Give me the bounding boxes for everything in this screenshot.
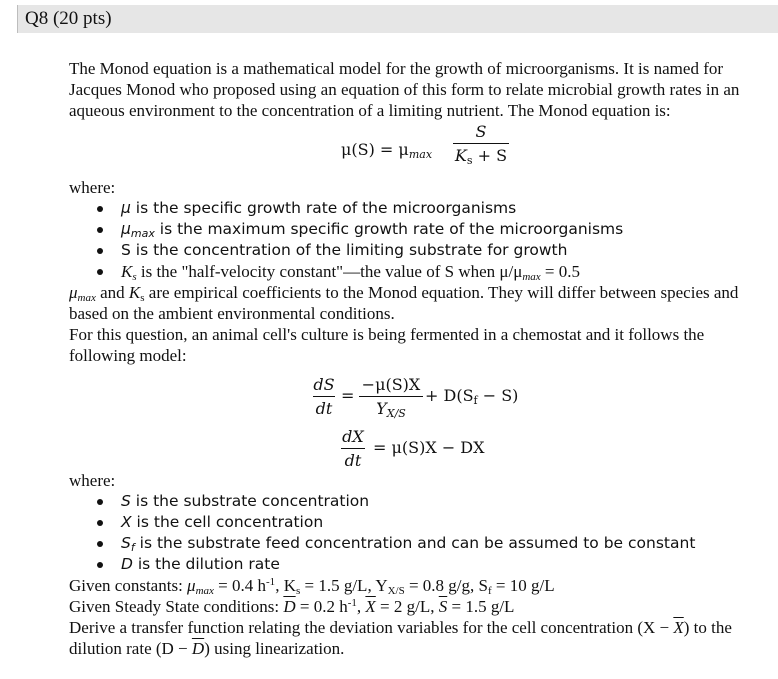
list-item: S is the substrate concentration bbox=[69, 491, 759, 512]
ds-dt-fraction: dS dt bbox=[313, 375, 335, 418]
dx-dt-fraction: dX dt bbox=[342, 427, 364, 470]
given-steady-state: Given Steady State conditions: $\overline{D} = 0.2$ $h^{-1}$, $\overline{X} = 2$ g/L, $\overline{S} = 1.5$ g/L bbox=[69, 597, 515, 616]
list-item: μ is the specific growth rate of the microorganisms bbox=[69, 198, 759, 219]
list-item: D is the dilution rate bbox=[69, 554, 759, 575]
monod-fraction bbox=[453, 121, 509, 166]
monod-equation bbox=[69, 121, 759, 177]
list-item: $K_s$ is the "half-velocity constant"—the value of S when $\mu/\mu_{max} = 0.5$ bbox=[69, 261, 759, 282]
question-body bbox=[69, 58, 759, 659]
monod-lhs: $\mu(S) = \mu_{max}$ bbox=[341, 140, 433, 161]
list-item: X is the cell concentration bbox=[69, 512, 759, 533]
where-label-1: where: bbox=[69, 178, 116, 197]
dilution-term: + $D(S_f - S)$ bbox=[425, 386, 519, 407]
task-statement: Derive a transfer function relating the deviation variables for the cell concentration $(X - \overline{X})$ to the dilution rate $(D - \overline{D})$ using linearization. bbox=[69, 618, 732, 658]
where-label-2: where: bbox=[69, 471, 116, 490]
definition-list-2 bbox=[69, 491, 759, 575]
chemostat-paragraph: For this question, an animal cell's culture is being fermented in a chemostat and it follows the following model: bbox=[69, 325, 705, 365]
equals-sign-1: = bbox=[341, 386, 355, 405]
list-item: $\mu_{max}$ is the maximum specific growth rate of the microorganisms bbox=[69, 219, 759, 240]
list-item: S is the concentration of the limiting substrate for growth bbox=[69, 240, 759, 261]
growth-yield-fraction: −μ(S)X $Y_{X/S}$ bbox=[359, 374, 423, 419]
monod-numerator: S bbox=[475, 122, 487, 141]
model-equations bbox=[69, 366, 759, 470]
monod-denominator: $K_s + S$ bbox=[454, 146, 508, 167]
given-constants: Given constants: $\mu_{max} = 0.4$ $h^{-1}$, $K_s = 1.5$ g/L, $Y_{X/S} = 0.8$ g/g, $S_f = 10$ g/L bbox=[69, 576, 555, 597]
intro-paragraph: The Monod equation is a mathematical model for the growth of microorganisms. It is named for Jacques Monod who proposed using an equation of this form to relate microbial growth rates in an aqueous environment to the concentration of a limiting nutrient. The Monod equation is: bbox=[69, 59, 740, 120]
definition-list-1 bbox=[69, 198, 759, 282]
question-header-bar bbox=[17, 5, 778, 33]
coefficients-paragraph: $\mu_{max}$ and $K_s$ are empirical coefficients to the Monod equation. They will differ between species and based on the ambient environmental conditions. bbox=[69, 283, 739, 323]
cell-balance-rhs: = μ(S)X − DX bbox=[373, 438, 485, 457]
list-item: $S_f$ is the substrate feed concentration and can be assumed to be constant bbox=[69, 533, 759, 554]
question-title: Q8 (20 pts) bbox=[25, 8, 112, 29]
